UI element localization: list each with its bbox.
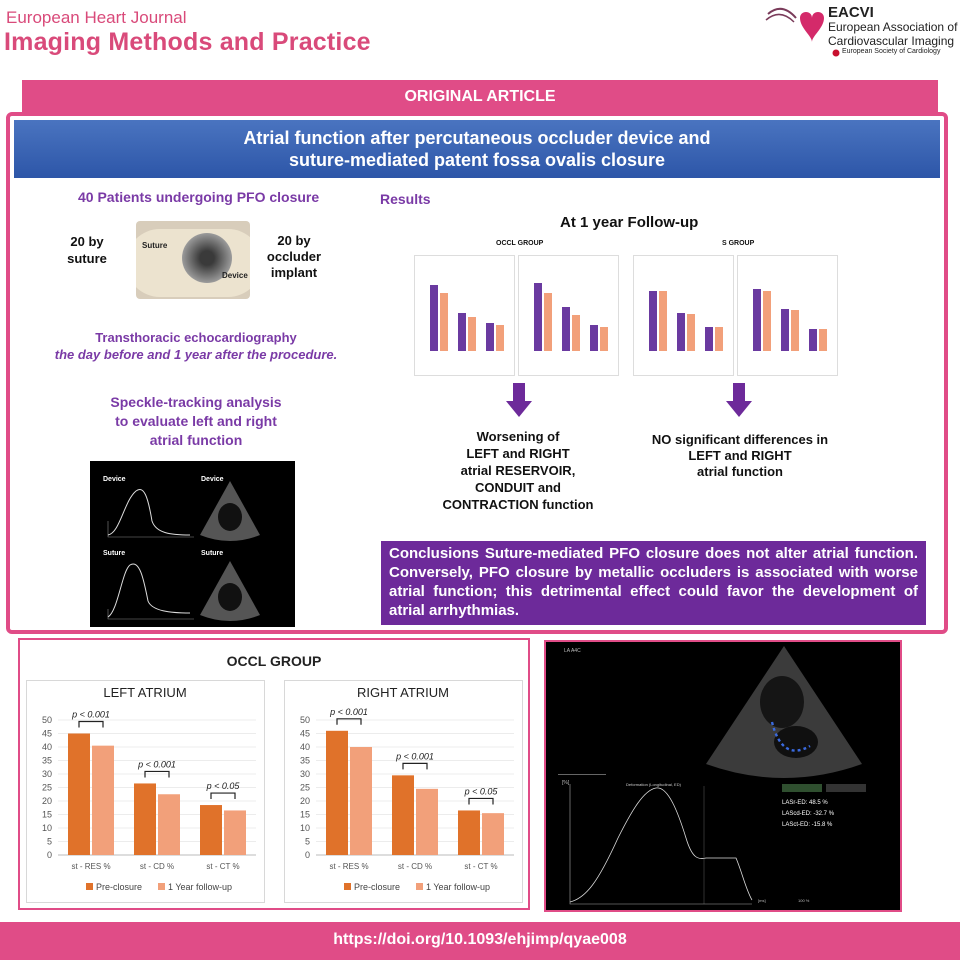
occl-finding-line5: CONTRACTION function (442, 497, 594, 512)
bar-pre-closure (200, 805, 222, 855)
bar-follow-up (92, 746, 114, 855)
article-title (14, 120, 940, 171)
eacvi-full-name (828, 20, 957, 48)
speckle-tracking-heading (20, 393, 372, 450)
echo-method (20, 329, 372, 363)
y-tick-label: 45 (41, 728, 52, 739)
x-tick-label: st - CT % (464, 862, 498, 871)
bar-pre-closure (134, 783, 156, 855)
legend-swatch-pre-closure (344, 883, 351, 890)
legend-swatch-pre-closure (86, 883, 93, 890)
y-tick-label: 15 (41, 809, 52, 820)
down-arrow-icon (726, 383, 752, 417)
s-finding (634, 432, 846, 480)
occluder-group-line2: occluder (266, 249, 322, 264)
occl-thumbnail-charts (414, 255, 620, 377)
occluder-group-label (258, 233, 330, 281)
speckle-tracking-image (90, 461, 295, 627)
y-tick-label: 25 (299, 782, 310, 793)
lasr-value: LASr-ED: 48.5 % (782, 800, 828, 806)
y-tick-label: 5 (46, 836, 52, 847)
s-thumbnail-charts (633, 255, 839, 377)
esc-name: European Society of Cardiology (842, 48, 941, 55)
speckle-line3: atrial function (149, 432, 243, 448)
suture-group-line1: 20 by (70, 234, 104, 249)
legend-swatch-follow-up (416, 883, 423, 890)
legend-swatch-follow-up (158, 883, 165, 890)
bar-pre-closure (68, 734, 90, 856)
occl-finding-line3: atrial RESERVOIR, (460, 463, 576, 478)
bar-follow-up (482, 813, 504, 855)
p-value-label: p < 0.05 (206, 781, 240, 792)
title-bar (14, 120, 940, 178)
occluder-group-line3: implant (270, 265, 318, 280)
bar-follow-up (350, 747, 372, 855)
occl-group-chart (20, 640, 528, 908)
y-tick-label: 30 (299, 769, 310, 779)
chart-group-title: OCCL GROUP (226, 653, 322, 669)
lascd-value: LAScd-ED: -32.7 % (782, 811, 835, 817)
occluder-group-line1: 20 by (277, 233, 311, 248)
speckle-line2: to evaluate left and right (115, 413, 277, 429)
title-line2: suture-mediated patent fossa ovalis closure (288, 150, 666, 170)
echo-x-unit: [ms] (758, 898, 766, 903)
journal-name: European Heart Journal (6, 8, 187, 27)
img-label-device-a: Device (103, 476, 126, 483)
legend-label-follow-up: 1 Year follow-up (168, 882, 233, 892)
chart-panel-title: RIGHT ATRIUM (357, 685, 449, 700)
x-tick-label: st - RES % (71, 862, 111, 871)
y-tick-label: 15 (299, 809, 310, 820)
speckle-line1: Speckle-tracking analysis (110, 394, 282, 410)
y-tick-label: 20 (41, 796, 52, 806)
y-tick-label: 10 (299, 823, 310, 833)
y-tick-label: 0 (304, 850, 310, 860)
suture-group-line2: suture (67, 251, 107, 266)
bar-follow-up (416, 789, 438, 855)
y-tick-label: 35 (41, 755, 52, 766)
journal-subtitle: Imaging Methods and Practice (4, 28, 371, 56)
y-tick-label: 50 (41, 715, 52, 725)
strain-values (782, 798, 834, 831)
p-value-label: p < 0.001 (330, 706, 368, 717)
chart-panel-title: LEFT ATRIUM (103, 685, 187, 700)
y-tick-label: 25 (41, 782, 52, 793)
results-label: Results (380, 191, 431, 207)
suture-group-label (56, 233, 118, 267)
y-tick-label: 35 (299, 755, 310, 766)
echo-graph-title: Deformation (Longitudinal, ED) (626, 782, 681, 787)
x-tick-label: st - CD % (397, 862, 433, 871)
y-tick-label: 40 (299, 742, 310, 752)
eacvi-line1: European Association of (828, 20, 958, 34)
p-value-label: p < 0.001 (138, 759, 176, 770)
eacvi-line2: Cardiovascular Imaging (828, 34, 955, 48)
legend-label-pre-closure: Pre-closure (96, 882, 143, 892)
s-finding-line1: NO significant differences in (651, 432, 829, 447)
img-label-device-b: Device (201, 476, 224, 483)
s-finding-line3: atrial function (697, 464, 783, 479)
conclusion-box: Conclusions Suture-mediated PFO closure does not alter atrial function. Conversely, PFO closure by metallic occluders is associated with worse atrial function; this detrimental effect could favor the development of atrial arrhythmias. (381, 541, 926, 625)
echo-zoom: 100 % (798, 898, 810, 903)
y-tick-label: 40 (41, 742, 52, 752)
x-tick-label: st - RES % (329, 862, 369, 871)
eacvi-logo (762, 2, 958, 62)
y-tick-label: 45 (299, 728, 310, 739)
down-arrow-icon (506, 383, 532, 417)
s-finding-line2: LEFT and RIGHT (688, 448, 792, 463)
heart-logo-icon (762, 4, 826, 48)
esc-heart-icon (832, 49, 840, 57)
occl-finding-line2: LEFT and RIGHT (466, 446, 570, 461)
y-tick-label: 10 (41, 823, 52, 833)
p-value-label: p < 0.001 (72, 709, 110, 720)
y-tick-label: 50 (299, 715, 310, 725)
bar-follow-up (158, 794, 180, 855)
img-label-suture-b: Suture (201, 550, 224, 557)
p-value-label: p < 0.05 (464, 786, 498, 797)
img-label-suture-a: Suture (103, 550, 126, 557)
y-tick-label: 5 (304, 836, 310, 847)
bar-pre-closure (392, 775, 414, 855)
bar-pre-closure (326, 731, 348, 855)
photo-label-device: Device (222, 271, 248, 280)
title-line1: Atrial function after percutaneous occluder device and (243, 128, 711, 148)
occl-finding-line4: CONDUIT and (475, 480, 561, 495)
x-tick-label: st - CD % (139, 862, 175, 871)
p-value-label: p < 0.001 (396, 751, 434, 762)
echo-view-label: LA A4C (564, 648, 581, 654)
occl-small-label: OCCL GROUP (496, 240, 544, 247)
lasct-value: LASct-ED: -15.8 % (782, 822, 833, 828)
doi-link[interactable]: https://doi.org/10.1093/ehjimp/qyae008 (333, 931, 627, 948)
occl-finding-line1: Worsening of (476, 429, 560, 444)
legend-label-follow-up: 1 Year follow-up (426, 882, 491, 892)
bar-follow-up (224, 810, 246, 855)
y-tick-label: 20 (299, 796, 310, 806)
echo-strain-panel (544, 640, 902, 912)
eacvi-abbrev: EACVI (828, 4, 874, 21)
pfo-photo (136, 221, 250, 299)
patients-heading: 40 Patients undergoing PFO closure (78, 189, 320, 205)
x-tick-label: st - CT % (206, 862, 240, 871)
legend-label-pre-closure: Pre-closure (354, 882, 401, 892)
s-small-label: S GROUP (722, 240, 755, 247)
echo-graphic (546, 642, 900, 910)
y-tick-label: 30 (41, 769, 52, 779)
article-type: ORIGINAL ARTICLE (404, 88, 556, 105)
occl-finding (420, 428, 616, 513)
echo-y-unit: [%] (562, 780, 570, 786)
doi-banner (0, 922, 960, 960)
y-tick-label: 0 (46, 850, 52, 860)
strain-curves-graphic (90, 461, 295, 627)
followup-heading: At 1 year Follow-up (560, 214, 699, 231)
article-type-banner (22, 80, 938, 114)
echo-line2: the day before and 1 year after the procedure. (54, 347, 338, 362)
photo-label-suture: Suture (142, 241, 168, 250)
echo-line1: Transthoracic echocardiography (95, 330, 297, 345)
bar-pre-closure (458, 810, 480, 855)
